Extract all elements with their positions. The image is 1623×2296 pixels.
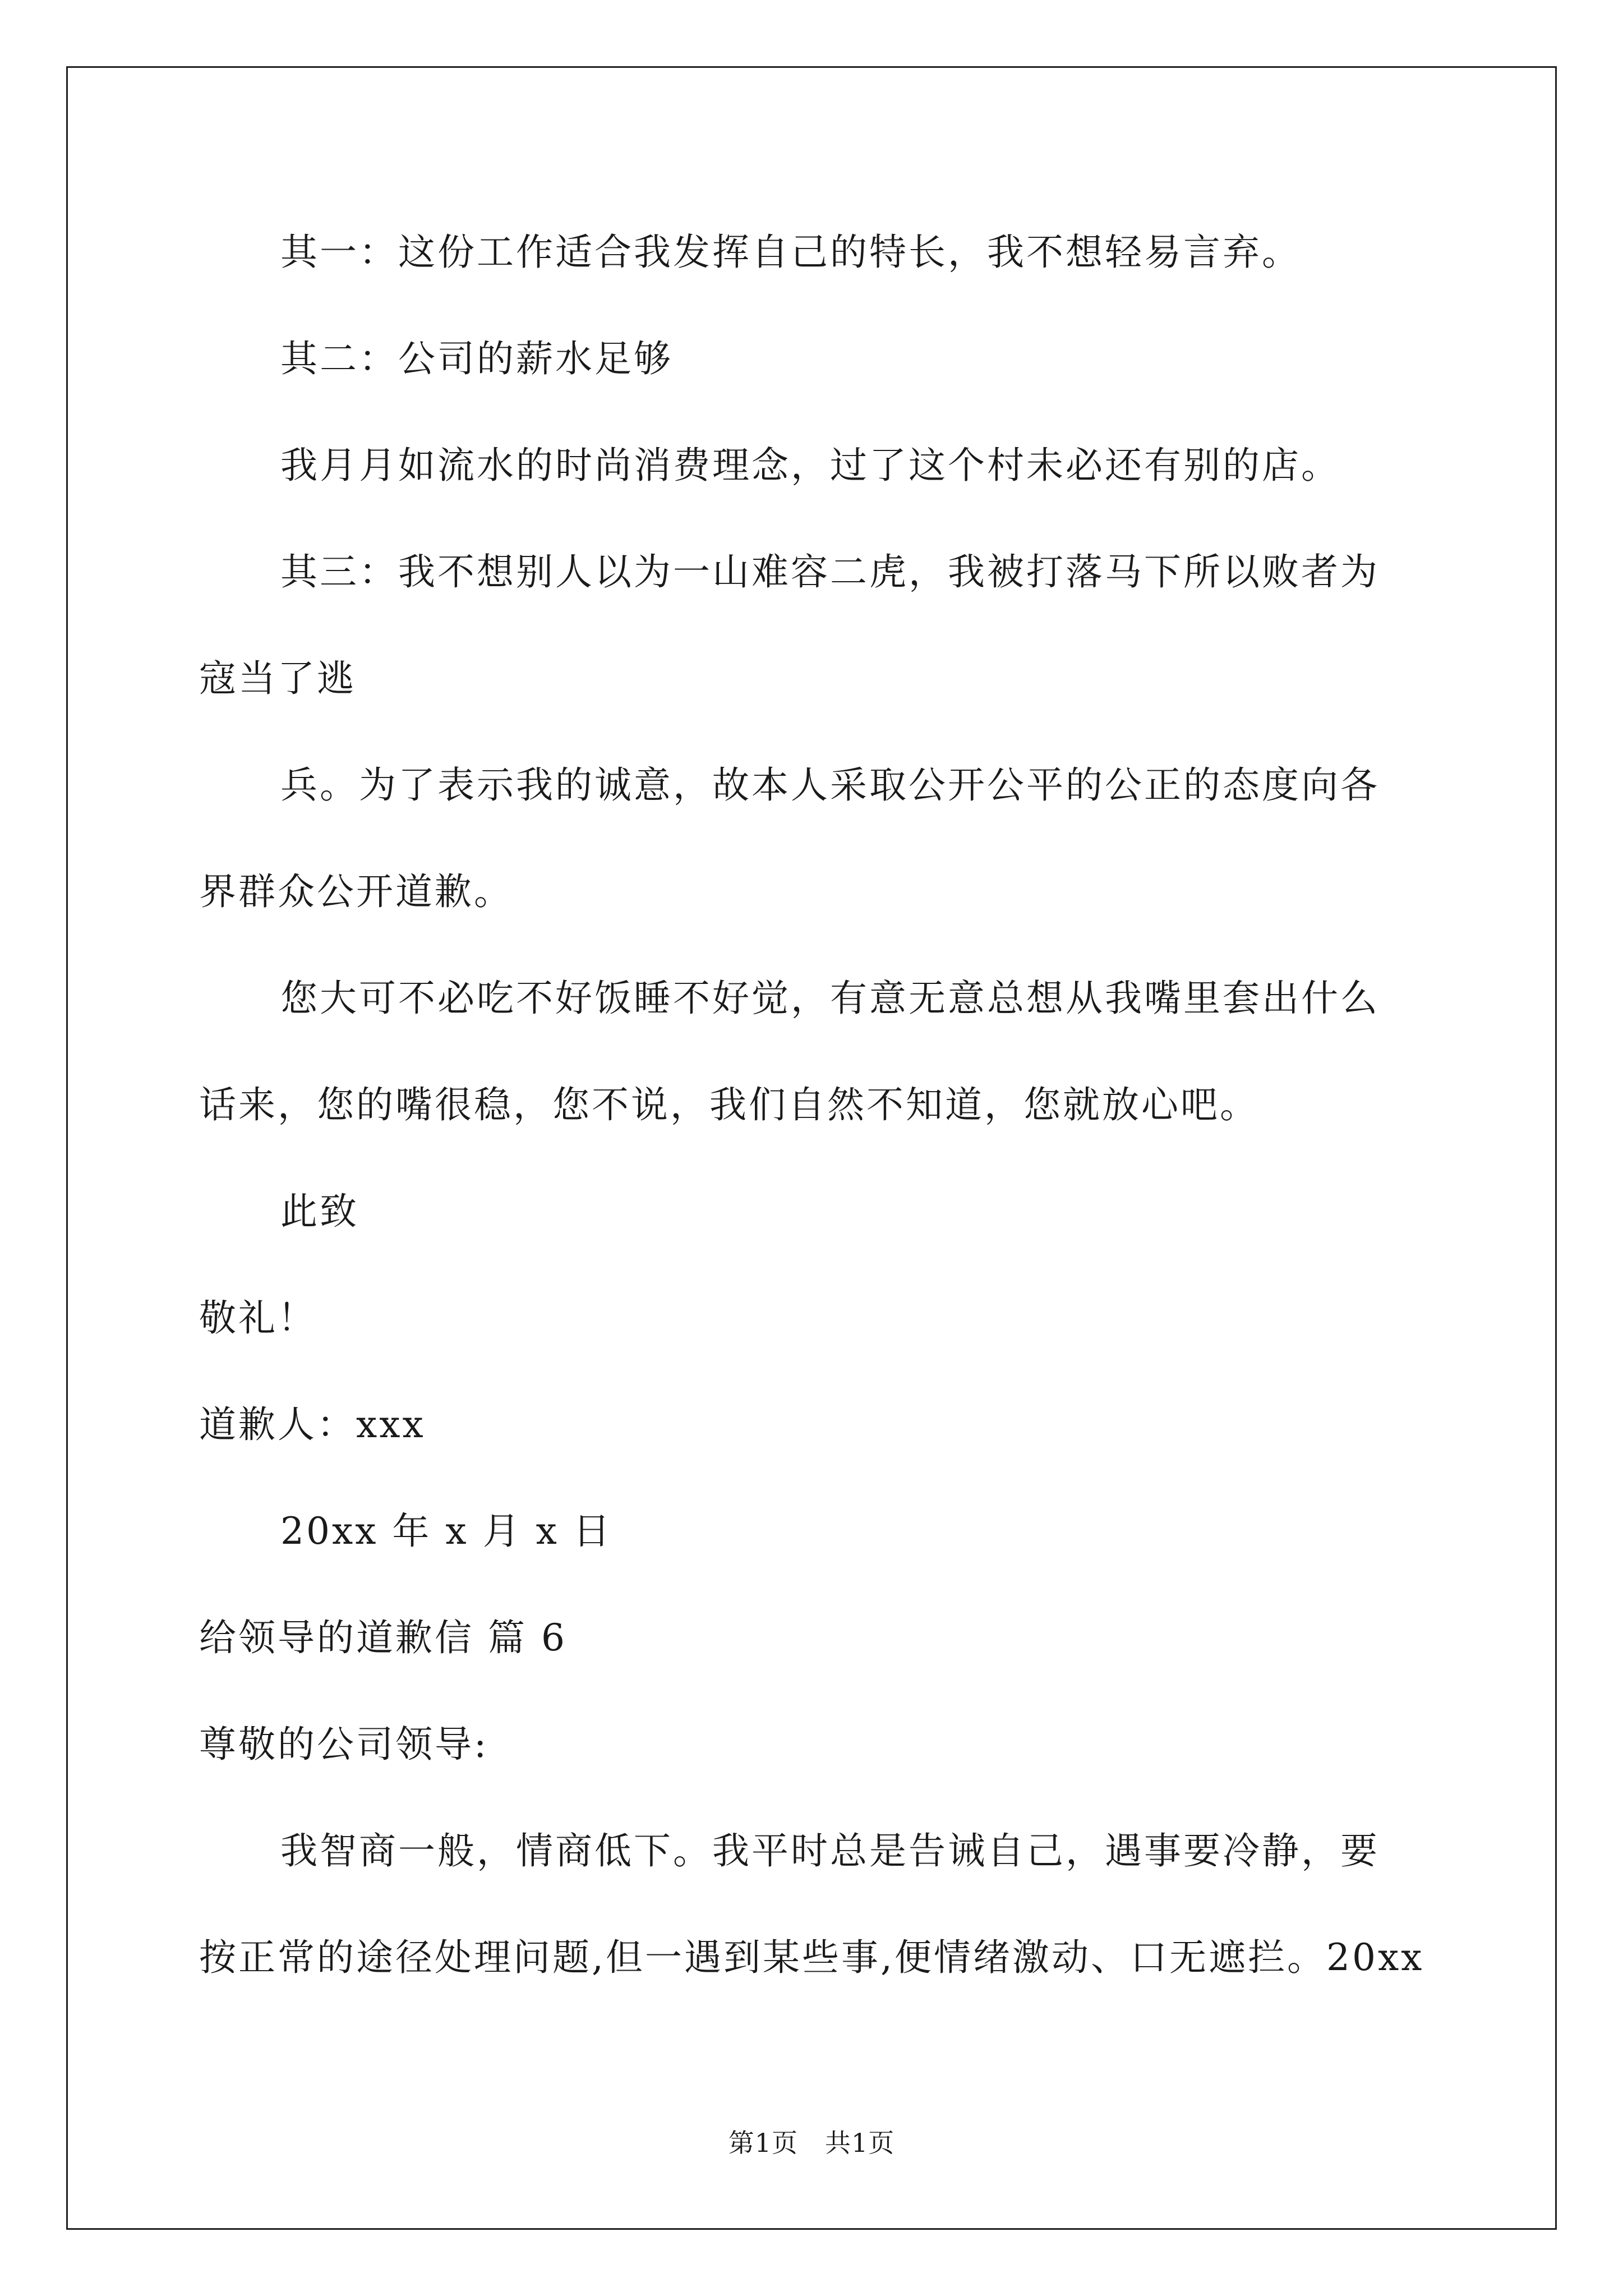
closing-line: 此致 [280,1190,359,1233]
section-heading: 给领导的道歉信 篇 6 [199,1616,567,1659]
body-line: 其二：公司的薪水足够 [280,337,673,380]
page-number-current: 第1页 [728,2128,798,2158]
body-line: 按正常的途径处理问题,但一遇到某些事,便情绪激动、口无遮拦。20xx [199,1936,1424,1979]
body-line: 您大可不必吃不好饭睡不好觉，有意无意总想从我嘴里套出什么 [280,977,1380,1020]
salutation-line: 敬礼！ [199,1296,317,1340]
greeting-line: 尊敬的公司领导: [199,1723,489,1766]
body-line: 其一：这份工作适合我发挥自己的特长，我不想轻易言弃。 [280,231,1301,274]
body-line: 我月月如流水的时尚消费理念，过了这个村未必还有别的店。 [280,444,1340,487]
date-line: 20xx 年 x 月 x 日 [280,1510,612,1553]
signature-line: 道歉人：xxx [199,1403,426,1446]
body-line: 其三：我不想别人以为一山难容二虎，我被打落马下所以败者为 [280,550,1380,593]
body-line: 我智商一般，情商低下。我平时总是告诫自己，遇事要冷静，要 [280,1829,1380,1872]
page-border [66,66,1557,2230]
page-footer [0,2126,1623,2160]
page-number-total: 共1页 [825,2128,895,2158]
body-line: 寇当了逃 [199,657,356,700]
body-line: 话来，您的嘴很稳，您不说，我们自然不知道，您就放心吧。 [199,1083,1259,1126]
body-line: 兵。为了表示我的诚意，故本人采取公开公平的公正的态度向各 [280,763,1380,807]
body-line: 界群众公开道歉。 [199,870,513,913]
